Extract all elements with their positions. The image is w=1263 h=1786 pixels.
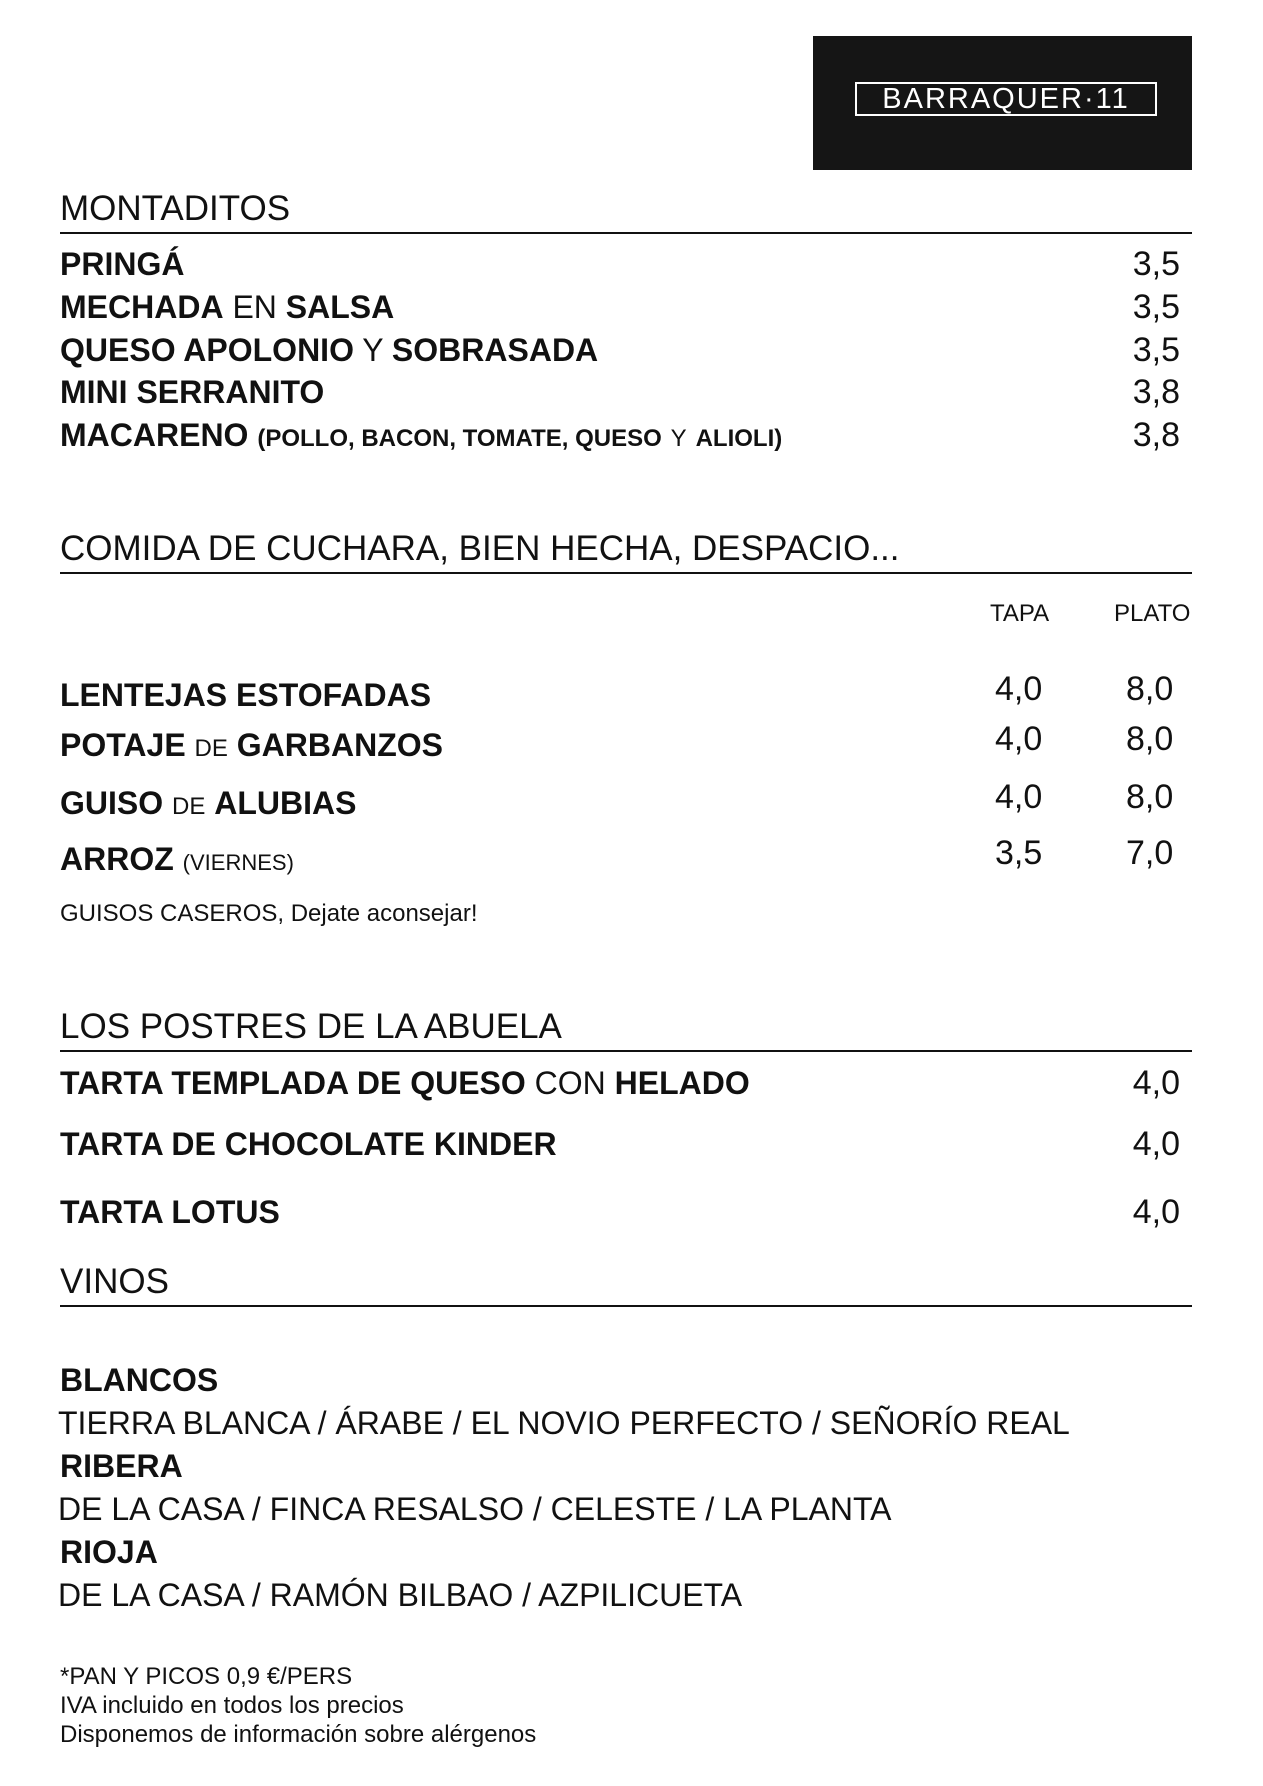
menu-item <box>60 330 1192 370</box>
item-name-connector: DE <box>172 793 206 820</box>
menu-item <box>60 1124 1192 1164</box>
wine-list: TIERRA BLANCA / ÁRABE / EL NOVIO PERFECTO / SEÑORÍO REAL <box>58 1405 1070 1441</box>
allergen-note: Disponemos de información sobre alérgenos <box>60 1721 537 1748</box>
iva-note: IVA incluido en todos los precios <box>60 1692 404 1719</box>
item-price: 3,5 <box>1132 288 1180 326</box>
item-name: ALUBIAS <box>214 785 357 821</box>
item-price: 3,8 <box>1132 416 1180 454</box>
section-note: GUISOS CASEROS, Dejate aconsejar! <box>60 900 478 927</box>
item-name-connector: Y <box>362 332 384 368</box>
item-ingredients: (POLLO, BACON, TOMATE, QUESO <box>257 425 662 452</box>
item-price-tapa: 4,0 <box>995 720 1043 758</box>
item-name-connector: CON <box>534 1065 606 1101</box>
item-name: MACARENO <box>60 417 249 453</box>
menu-item <box>60 415 1192 455</box>
wine-type: RIBERA <box>60 1448 183 1484</box>
wine-list: DE LA CASA / FINCA RESALSO / CELESTE / LA PLANTA <box>58 1491 892 1527</box>
item-price-tapa: 4,0 <box>995 670 1043 708</box>
item-price: 3,8 <box>1132 373 1180 411</box>
item-name: TARTA LOTUS <box>60 1194 280 1230</box>
menu-item <box>60 287 1192 327</box>
bread-note: *PAN Y PICOS 0,9 €/PERS <box>60 1663 353 1690</box>
item-price: 4,0 <box>1132 1064 1180 1102</box>
item-name: PRINGÁ <box>60 246 185 282</box>
menu-item <box>60 1063 1192 1103</box>
menu-item <box>60 670 1192 715</box>
item-name: QUESO APOLONIO <box>60 332 354 368</box>
item-price-plato: 7,0 <box>1126 834 1174 872</box>
wine-type: BLANCOS <box>60 1362 219 1398</box>
item-price-plato: 8,0 <box>1126 670 1174 708</box>
item-price-plato: 8,0 <box>1126 778 1174 816</box>
item-name: SOBRASADA <box>391 332 599 368</box>
menu-item <box>60 372 1192 412</box>
item-note: (VIERNES) <box>182 850 294 875</box>
item-price: 3,5 <box>1132 331 1180 369</box>
item-price: 4,0 <box>1132 1125 1180 1163</box>
item-price-tapa: 3,5 <box>995 834 1043 872</box>
item-name: ARROZ <box>60 841 174 877</box>
item-name-connector: Y <box>670 425 687 452</box>
menu-item <box>60 720 1192 765</box>
menu-item <box>60 244 1192 284</box>
item-price-tapa: 4,0 <box>995 778 1043 816</box>
menu-item <box>60 778 1192 823</box>
section-title-vinos: VINOS <box>60 1263 1192 1307</box>
item-name: HELADO <box>614 1065 750 1101</box>
menu-item <box>60 1192 1192 1232</box>
item-name: MINI SERRANITO <box>60 374 325 410</box>
menu-item <box>60 834 1192 879</box>
item-ingredients: ALIOLI) <box>695 425 783 452</box>
item-name: GUISO <box>60 785 164 821</box>
wine-type: RIOJA <box>60 1534 158 1570</box>
item-name: SALSA <box>285 289 395 325</box>
item-name: LENTEJAS ESTOFADAS <box>60 677 432 713</box>
item-name: TARTA TEMPLADA DE QUESO <box>60 1065 526 1101</box>
item-name: POTAJE <box>60 727 186 763</box>
item-name-connector: EN <box>232 289 277 325</box>
item-price-plato: 8,0 <box>1126 720 1174 758</box>
logo-text: BARRAQUER·11 <box>855 82 1157 116</box>
section-title-montaditos: MONTADITOS <box>60 190 1192 234</box>
column-header-plato: PLATO <box>1114 600 1191 627</box>
item-name-connector: DE <box>194 735 228 762</box>
item-name: MECHADA <box>60 289 224 325</box>
item-price: 3,5 <box>1132 245 1180 283</box>
item-name: GARBANZOS <box>236 727 443 763</box>
item-name: TARTA DE CHOCOLATE KINDER <box>60 1126 557 1162</box>
column-header-tapa: TAPA <box>990 600 1050 627</box>
wine-list: DE LA CASA / RAMÓN BILBAO / AZPILICUETA <box>58 1577 743 1613</box>
logo-block <box>813 36 1192 170</box>
section-title-postres: LOS POSTRES DE LA ABUELA <box>60 1008 1192 1052</box>
section-title-cuchara: COMIDA DE CUCHARA, BIEN HECHA, DESPACIO... <box>60 530 1192 574</box>
item-price: 4,0 <box>1132 1193 1180 1231</box>
